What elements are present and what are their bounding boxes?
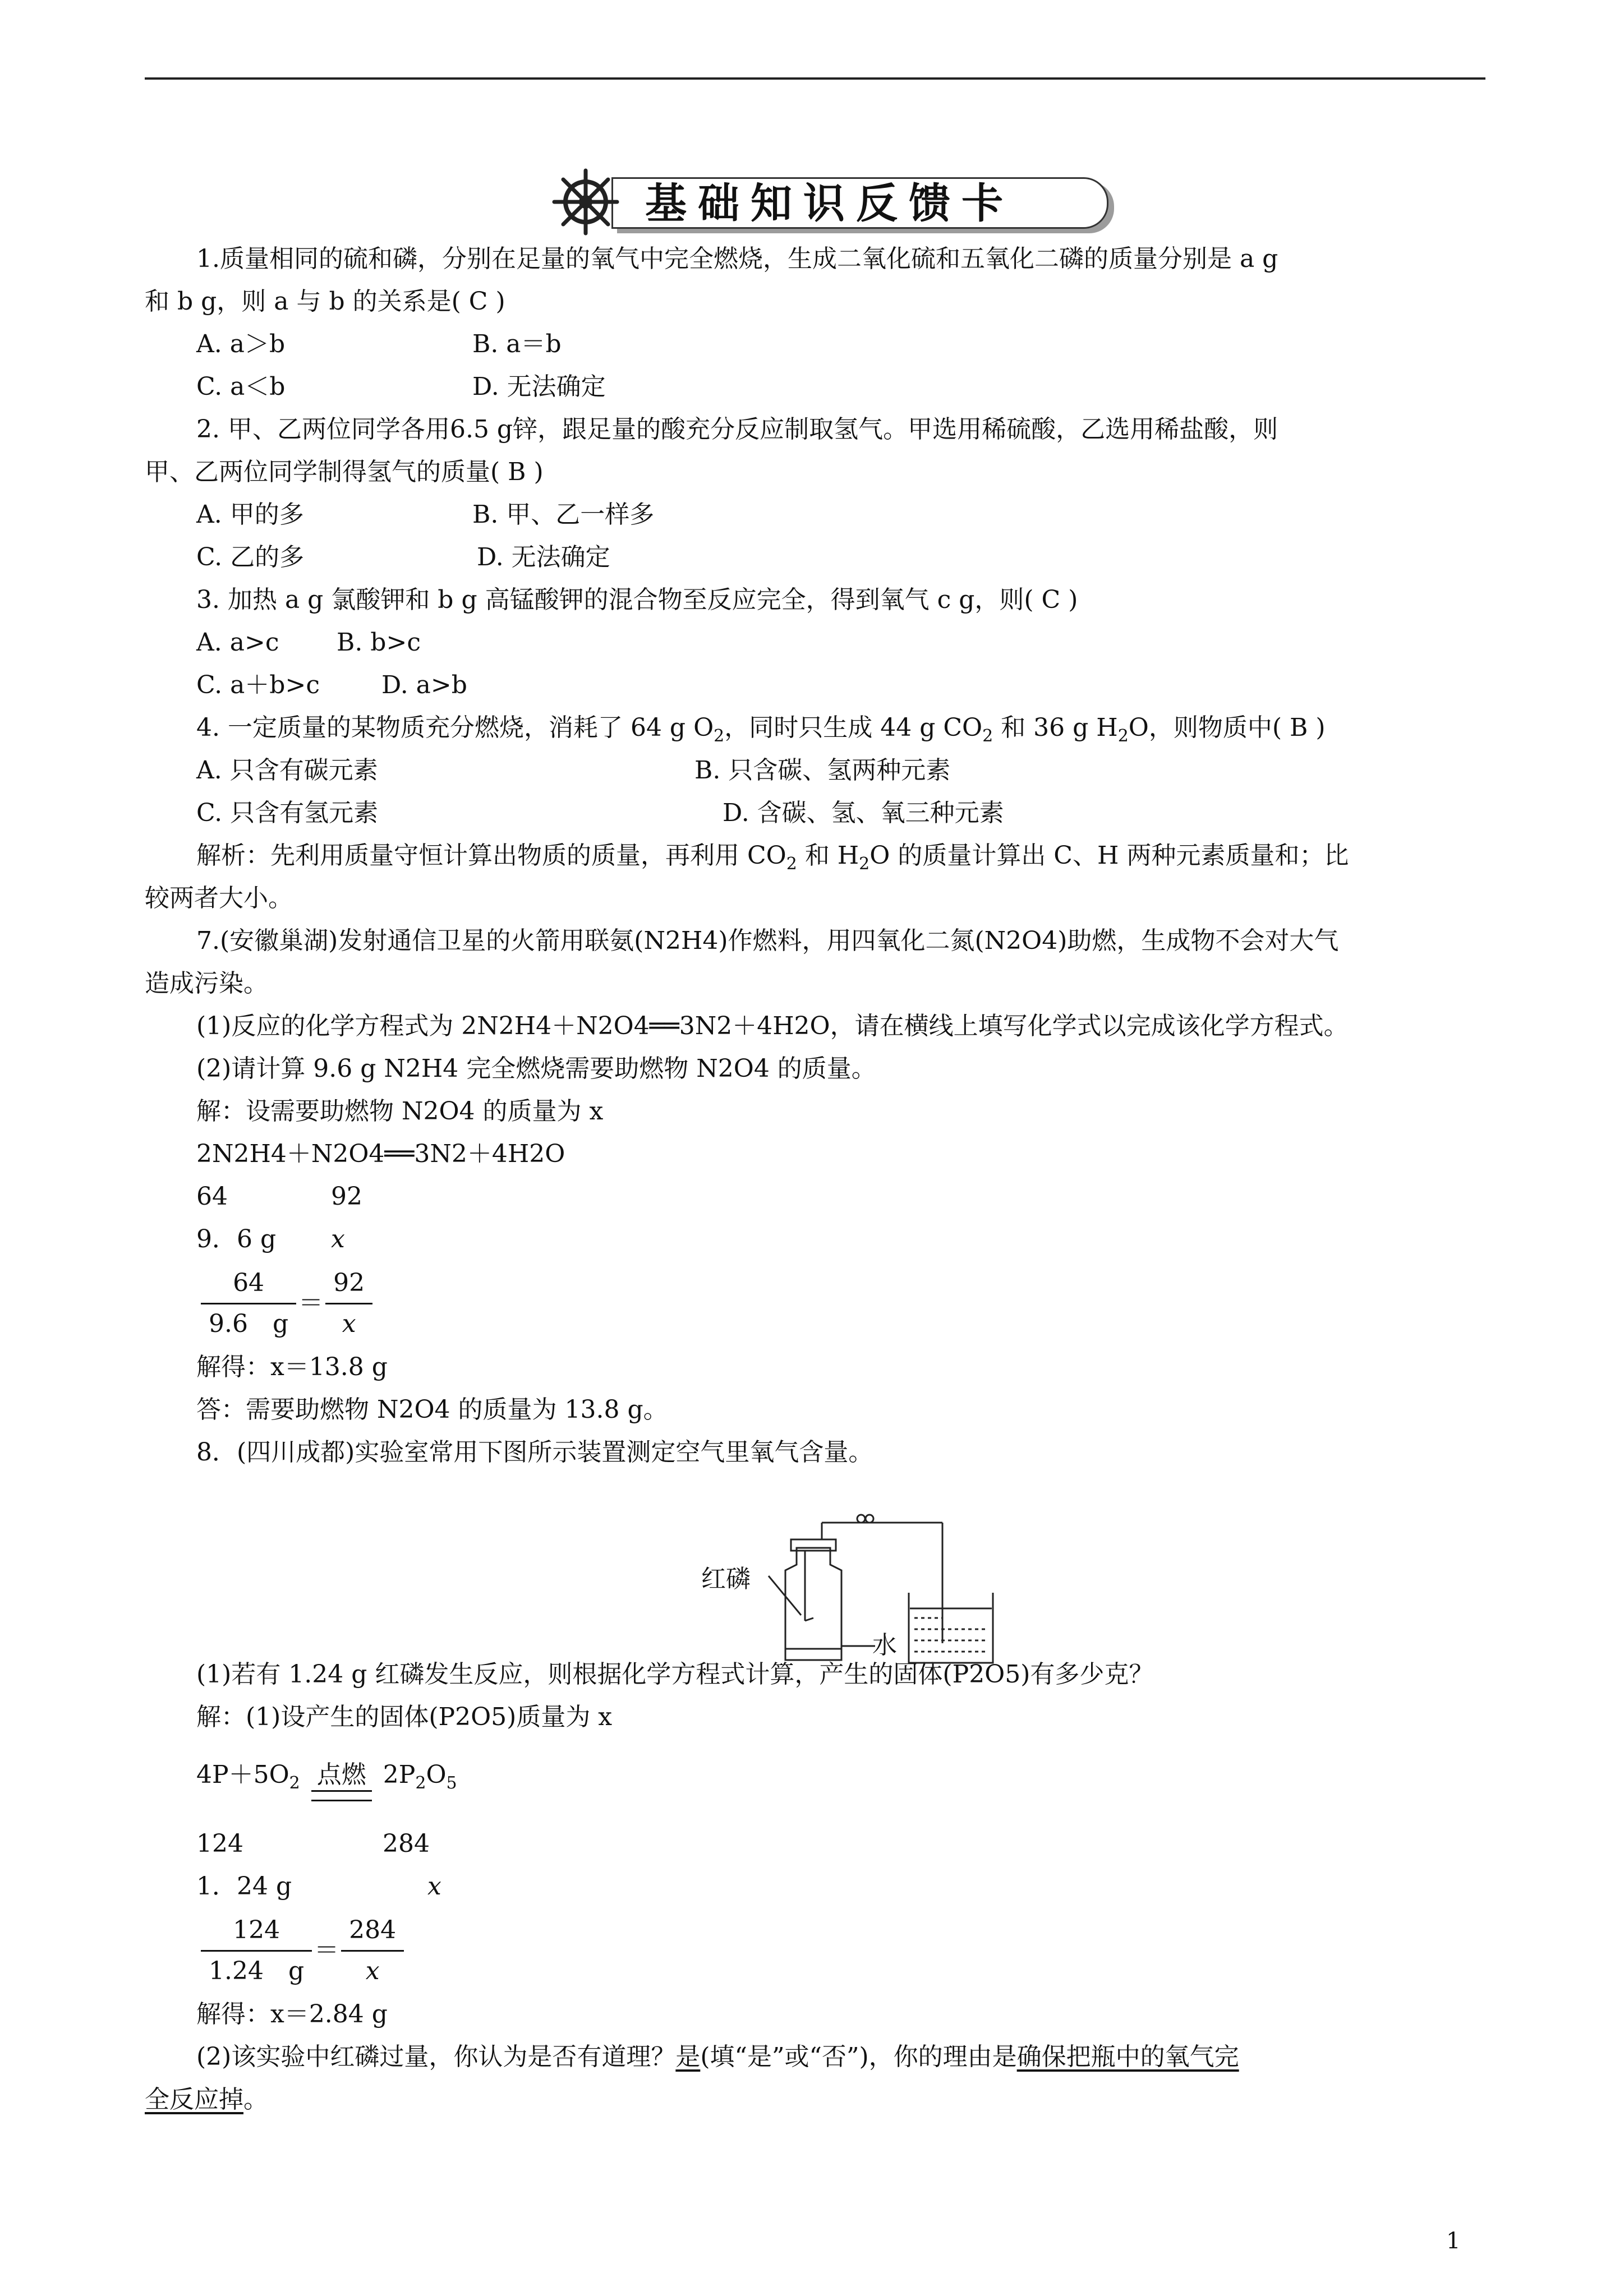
q7-part1: (1)反应的化学方程式为 2N2H4＋N2O4══3N2＋4H2O，请在横线上填写化学式以完成该化学方程式。 (196, 1012, 1349, 1040)
q3-line1: 3. 加热 a g 氯酸钾和 b g 高锰酸钾的混合物至反应完全，得到氧气 c g，则( C ) (196, 585, 1078, 614)
banner-title: 基础知识反馈卡 (645, 179, 1014, 228)
q4-analysis-line1: 解析：先利用质量守恒计算出物质的质量，再利用 $CO_2$ 和 $H_2O$ 的质量计算出 C、H 两种元素质量和；比 (196, 841, 1349, 874)
document-body (145, 238, 1485, 2121)
q4-line1-part4: O，则物质中( B ) (1128, 713, 1326, 742)
q4-analysis-part2: 和 H (797, 841, 859, 870)
q2-options-ab (145, 494, 1485, 536)
q7-fraction-left: $\frac{64}{9.6 g}$ (201, 1264, 296, 1344)
q3-options-cd (145, 664, 1485, 707)
q8-result: 解得：x＝2.84 g (196, 2000, 388, 2028)
q8-mass-p2o5: 284 (383, 1829, 430, 1858)
q7-solution-setup: 解：设需要助燃物 N2O4 的质量为 x (196, 1097, 604, 1126)
q7-molar-masses (145, 1175, 1485, 1218)
q2-option-c: C. 乙的多 (196, 543, 305, 571)
q4-option-c: C. 只含有氢元素 (196, 799, 379, 827)
q4-line1-part3: 和 36 g H (993, 713, 1118, 742)
q7-fraction-right: $\frac{92}{x}$ (325, 1264, 372, 1344)
q1-option-d: D. 无法确定 (472, 372, 606, 401)
q8-part2-line1: (2)该实验中红磷过量，你认为是否有道理？是(填“是”或“否”)，你的理由是确保把瓶中的氧气完 (196, 2043, 1239, 2071)
header-rule (145, 77, 1485, 80)
q3-options-ab (145, 621, 1485, 664)
q2-option-d: D. 无法确定 (477, 543, 610, 571)
q3-option-b: B. b>c (337, 628, 421, 657)
q7-given-n2h4: 9．6 g (196, 1225, 277, 1253)
q8-part1: (1)若有 1.24 g 红磷发生反应，则根据化学方程式计算，产生的固体(P2O5)有多少克？ (196, 1660, 1154, 1689)
q7-mass-n2h4: 64 (196, 1182, 228, 1211)
q4-option-b: B. 只含碳、氢两种元素 (694, 756, 951, 785)
q4-option-d: D. 含碳、氢、氧三种元素 (723, 799, 1004, 827)
answer-yes: 是 (675, 2043, 701, 2071)
q8-fraction-right: $\frac{284}{x}$ (341, 1911, 404, 1991)
q2-line1: 2. 甲、乙两位同学各用6.5 g锌，跟足量的酸充分反应制取氢气。甲选用稀硫酸，乙选用稀盐酸，则 (196, 415, 1278, 444)
q3-option-c: C. a＋b>c (196, 671, 320, 699)
q1-options-ab (145, 323, 1485, 366)
q7-part2: (2)请计算 9.6 g N2H4 完全燃烧需要助燃物 N2O4 的质量。 (196, 1054, 876, 1083)
q2-option-a: A. 甲的多 (196, 500, 304, 529)
q8-equation: $4P+5O_2$ 点燃 $2P_2O_5$ (145, 1739, 1485, 1811)
q2-options-cd (145, 536, 1485, 579)
q4-option-a: A. 只含有碳元素 (196, 756, 378, 785)
q3-option-d: D. a>b (381, 671, 467, 699)
q1-options-cd (145, 366, 1485, 408)
answer-reason-cont: 全反应掉 (145, 2085, 243, 2114)
q7-result: 解得：x＝13.8 g (196, 1353, 388, 1381)
q7-equation: 2N2H4＋N2O4══3N2＋4H2O (196, 1140, 565, 1168)
q7-mass-n2o4: 92 (331, 1182, 362, 1211)
q8-given-x: x (427, 1872, 441, 1901)
q4-analysis-line2: 较两者大小。 (145, 884, 293, 912)
section-banner (550, 166, 1133, 238)
q4-line1-part2: ，同时只生成 44 g CO (724, 713, 983, 742)
q7-given-x: x (331, 1225, 345, 1253)
q7-given-masses (145, 1218, 1485, 1261)
q4-line1-part1: 4. 一定质量的某物质充分燃烧，消耗了 64 g O (196, 713, 714, 742)
ship-wheel-icon (550, 166, 623, 238)
q8-line1: 8．(四川成都)实验室常用下图所示装置测定空气里氧气含量。 (196, 1438, 873, 1467)
label-water: 水 (872, 1631, 897, 1659)
q8-given-p: 1．24 g (196, 1872, 292, 1901)
q2-option-b: B. 甲、乙一样多 (472, 500, 655, 529)
answer-reason: 确保把瓶中的氧气完 (1016, 2043, 1239, 2071)
q8-mass-p: 124 (196, 1829, 243, 1858)
q8-proportion (145, 1908, 1485, 1993)
q1-option-b: B. a＝b (472, 330, 562, 358)
q8-solution-setup: 解：(1)设产生的固体(P2O5)质量为 x (196, 1703, 613, 1731)
apparatus-figure (701, 1509, 1015, 1671)
q2-line2: 甲、乙两位同学制得氢气的质量( B ) (145, 458, 544, 486)
q7-line1: 7.(安徽巢湖)发射通信卫星的火箭用联氨(N2H4)作燃料，用四氧化二氮(N2O4)助燃，生成物不会对大气 (196, 926, 1339, 955)
label-red-phosphorus: 红磷 (701, 1565, 751, 1593)
q7-proportion (145, 1261, 1485, 1346)
equals-sign: ＝ (314, 1936, 339, 1965)
q1-line1: 1.质量相同的硫和磷，分别在足量的氧气中完全燃烧，生成二氧化硫和五氧化二磷的质量分别是 a g (196, 245, 1278, 273)
q3-option-a: A. a>c (196, 628, 279, 657)
q8-molar-masses (145, 1823, 1485, 1865)
q7-line2: 造成污染。 (145, 969, 268, 998)
q1-line2: 和 b g，则 a 与 b 的关系是( C ) (145, 287, 505, 316)
q4-analysis-part1: 解析：先利用质量守恒计算出物质的质量，再利用 CO (196, 841, 786, 870)
q8-fraction-left: $\frac{124}{1.24 g}$ (201, 1911, 312, 1991)
q4-options-cd (145, 792, 1485, 835)
q4-line1: 4. 一定质量的某物质充分燃烧，消耗了 64 g $O_2$，同时只生成 44 g $CO_2$ 和 36 g $H_2O$，则物质中( B ) (196, 713, 1326, 746)
page-number: 1 (1446, 2228, 1461, 2254)
q8-given-masses (145, 1865, 1485, 1908)
equals-sign: ＝ (298, 1289, 324, 1317)
reaction-condition: 点燃 (308, 1761, 375, 1811)
q4-analysis-part3: O 的质量计算出 C、H 两种元素质量和；比 (869, 841, 1349, 870)
q1-option-c: C. a＜b (196, 372, 286, 401)
q7-answer: 答：需要助燃物 N2O4 的质量为 13.8 g。 (196, 1395, 668, 1424)
apparatus-diagram (701, 1509, 1015, 1671)
q1-option-a: A. a＞b (196, 330, 286, 358)
q8-part2-line2: 全反应掉。 (145, 2085, 268, 2114)
q4-options-ab (145, 749, 1485, 792)
